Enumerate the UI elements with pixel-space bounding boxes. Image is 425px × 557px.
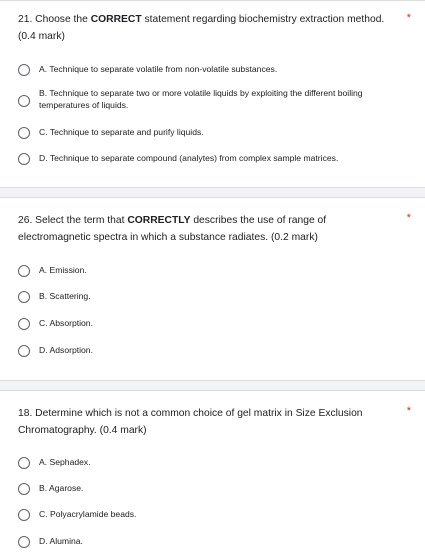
radio-button[interactable] <box>18 536 30 548</box>
option-a[interactable] <box>18 265 408 285</box>
radio-button[interactable] <box>18 318 30 330</box>
option-label: D. Technique to separate compound (analytes) from complex sample matrices. <box>39 153 339 163</box>
option-label: D. Alumina. <box>39 536 83 546</box>
option-label: C. Polyacrylamide beads. <box>39 509 137 519</box>
required-marker: * <box>406 212 411 224</box>
option-a[interactable] <box>18 64 408 84</box>
option-label: D. Adsorption. <box>39 345 93 355</box>
radio-button[interactable] <box>18 509 30 521</box>
question-text: 18. Determine which is not a common choice of gel matrix in Size Exclusion Chromatography. (0.4 mark) <box>18 408 363 436</box>
option-label: C. Technique to separate and purify liquids. <box>39 127 204 137</box>
radio-button[interactable] <box>18 457 30 469</box>
radio-button[interactable] <box>18 64 30 76</box>
option-c[interactable] <box>18 127 408 147</box>
option-b[interactable] <box>18 483 408 503</box>
option-label: A. Technique to separate volatile from non-volatile substances. <box>39 64 278 74</box>
required-marker: * <box>406 405 411 417</box>
radio-button[interactable] <box>18 345 30 357</box>
option-a[interactable] <box>18 457 408 477</box>
question-card-2 <box>0 197 425 381</box>
option-label: B. Technique to separate two or more volatile liquids by exploiting the different boiling temperatures of liquids. <box>39 88 363 110</box>
question-text: 26. Select the term that CORRECTLY describes the use of range of electromagnetic spectra in which a substance radiates. (0.2 mark) <box>18 215 327 243</box>
option-c[interactable] <box>18 318 408 338</box>
question-text: 21. Choose the CORRECT statement regarding biochemistry extraction method. (0.4 mark) <box>18 14 385 42</box>
option-d[interactable] <box>18 153 408 173</box>
required-marker: * <box>406 12 411 24</box>
radio-button[interactable] <box>18 153 30 165</box>
option-d[interactable] <box>18 345 408 365</box>
option-label: B. Agarose. <box>39 483 84 493</box>
radio-button[interactable] <box>18 95 30 107</box>
option-b[interactable] <box>18 291 408 311</box>
question-card-1 <box>0 0 425 188</box>
question-card-3 <box>0 390 425 557</box>
option-label: C. Absorption. <box>39 318 93 328</box>
option-b[interactable] <box>18 88 408 114</box>
radio-button[interactable] <box>18 265 30 277</box>
option-label: B. Scattering. <box>39 291 91 301</box>
radio-button[interactable] <box>18 127 30 139</box>
option-c[interactable] <box>18 509 408 529</box>
radio-button[interactable] <box>18 483 30 495</box>
option-label: A. Sephadex. <box>39 457 91 467</box>
option-d[interactable] <box>18 536 408 556</box>
radio-button[interactable] <box>18 291 30 303</box>
option-label: A. Emission. <box>39 265 87 275</box>
